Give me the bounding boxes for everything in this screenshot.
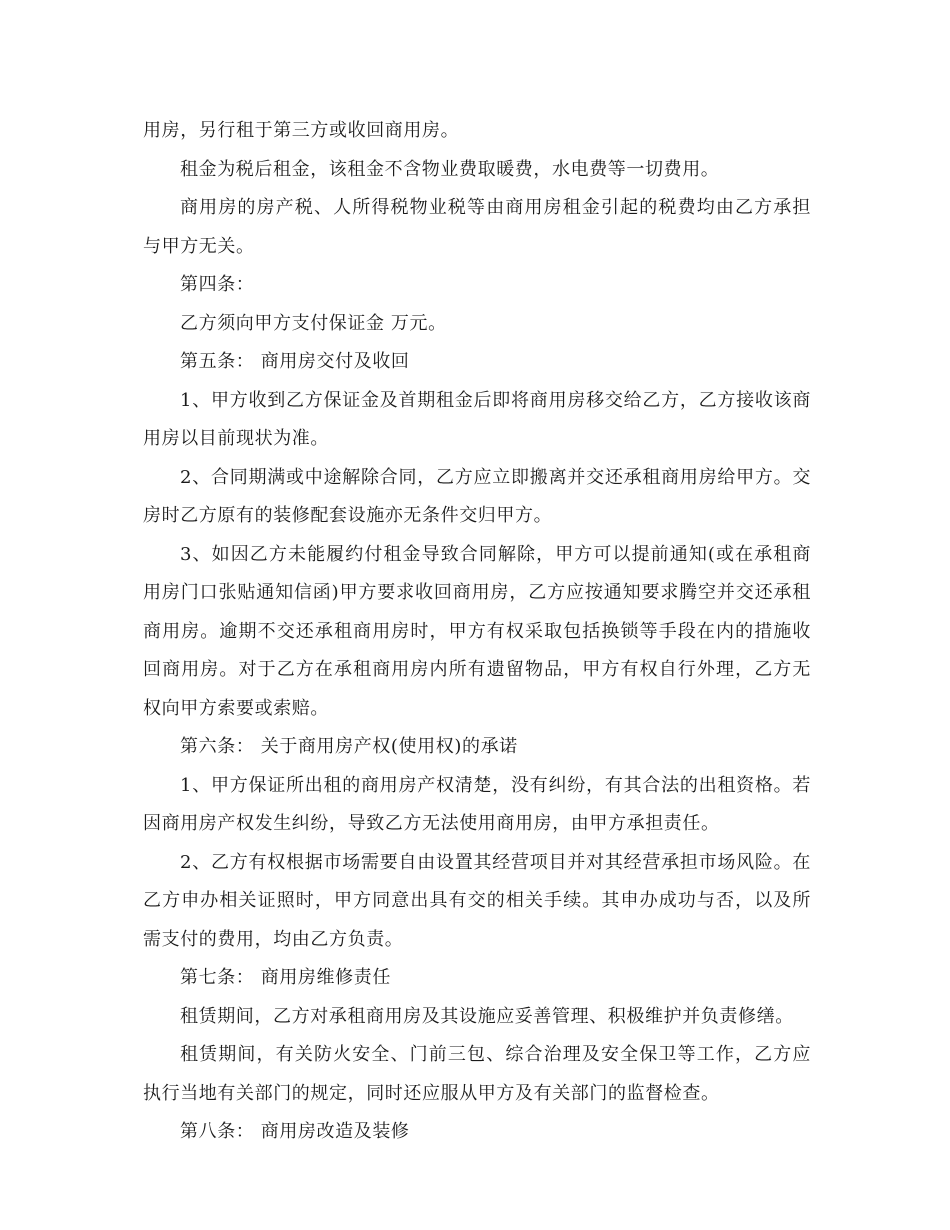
- article-heading: 第四条：: [180, 274, 255, 295]
- paragraph: 租赁期间，乙方对承租商用房及其设施应妥善管理、积极维护并负责修缮。: [180, 1005, 794, 1027]
- article-heading: 第八条： 商用房改造及装修: [180, 1121, 410, 1142]
- article-heading: 第五条： 商用房交付及收回: [180, 351, 410, 372]
- article-heading: 第六条： 关于商用房产权(使用权)的承诺: [180, 736, 518, 757]
- paragraph: 2、乙方有权根据市场需要自由设置其经营项目并对其经营承担市场风险。在乙方申办相关证照时，甲方同意出具有交的相关手续。其申办成功与否，以及所需支付的费用，均由乙方负责。: [143, 851, 811, 950]
- paragraph: 3、如因乙方未能履约付租金导致合同解除，甲方可以提前通知(或在承租商用房门口张贴通知信函)甲方要求收回商用房，乙方应按通知要求腾空并交还承租商用房。逾期不交还承租商用房时，甲方有权采取包括换锁等手段在内的措施收回商用房。对于乙方在承租商用房内所有遗留物品，甲方有权自行外理，乙方无权向甲方索要或索赔。: [143, 543, 811, 719]
- document-body: [143, 112, 811, 1152]
- paragraph: 用房，另行租于第三方或收回商用房。: [143, 120, 460, 141]
- paragraph: 1、甲方收到乙方保证金及首期租金后即将商用房移交给乙方，乙方接收该商用房以目前现状为准。: [143, 389, 811, 449]
- paragraph: 租金为税后租金，该租金不含物业费取暖费，水电费等一切费用。: [180, 158, 720, 180]
- article-heading: 第七条： 商用房维修责任: [180, 967, 391, 988]
- paragraph: 商用房的房产税、人所得税物业税等由商用房租金引起的税费均由乙方承担与甲方无关。: [143, 197, 811, 257]
- paragraph: 2、合同期满或中途解除合同，乙方应立即搬离并交还承租商用房给甲方。交房时乙方原有的装修配套设施亦无条件交归甲方。: [143, 466, 811, 526]
- paragraph: 1、甲方保证所出租的商用房产权清楚，没有纠纷，有其合法的出租资格。若因商用房产权发生纠纷，导致乙方无法使用商用房，由甲方承担责任。: [143, 774, 811, 834]
- paragraph: 租赁期间，有关防火安全、门前三包、综合治理及安全保卫等工作，乙方应执行当地有关部门的规定，同时还应服从甲方及有关部门的监督检查。: [143, 1044, 811, 1104]
- paragraph: 乙方须向甲方支付保证金 万元。: [180, 312, 447, 334]
